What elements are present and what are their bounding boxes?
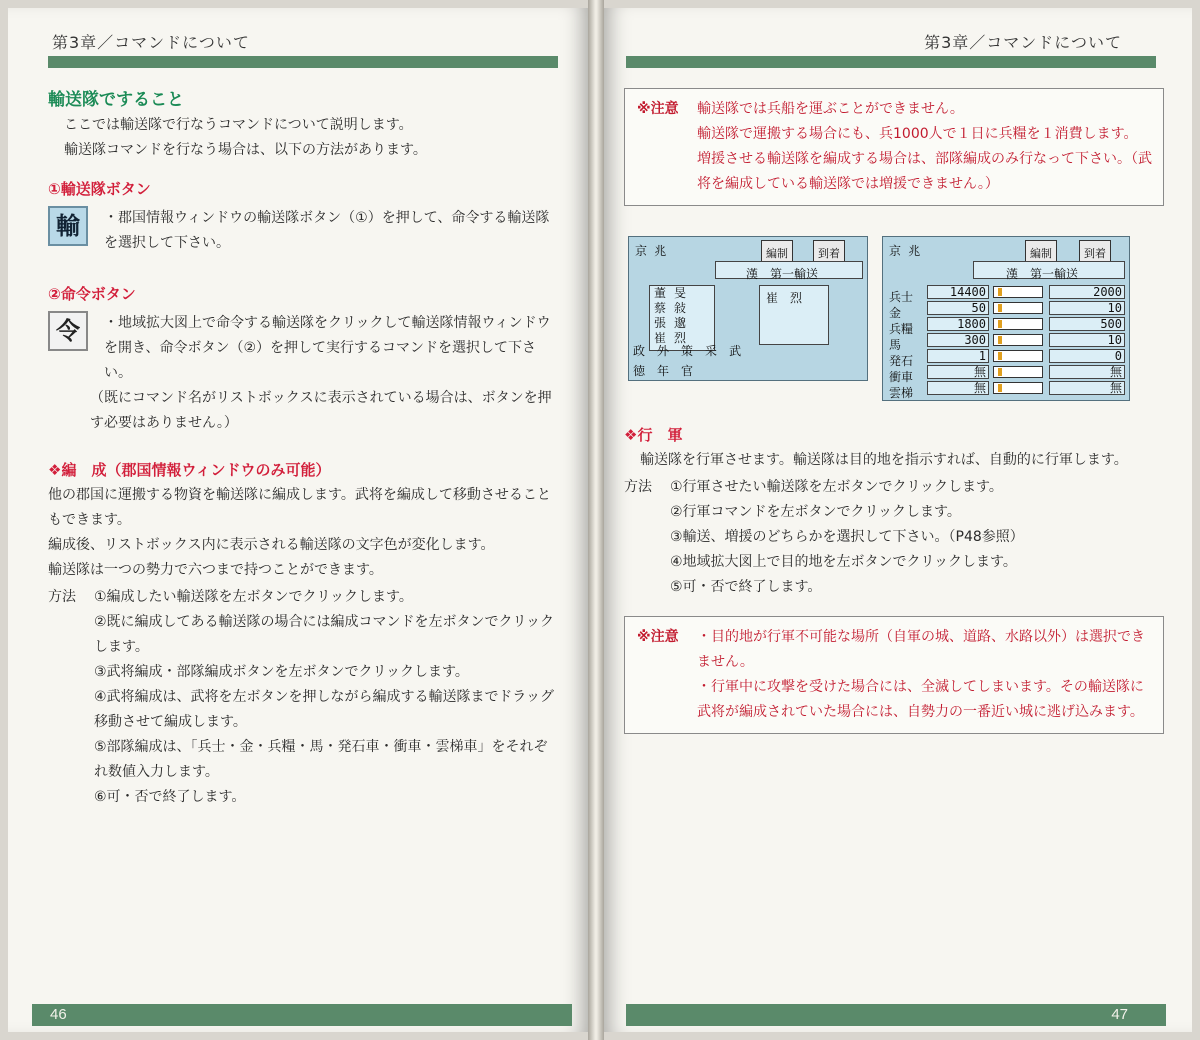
organize-step: ⑤部隊編成は、「兵士・金・兵糧・馬・発石車・衝車・雲梯車」をそれぞれ数値入力します。 bbox=[94, 739, 548, 780]
stat-label: 政 bbox=[633, 344, 646, 358]
general-name: 蔡 bbox=[654, 301, 667, 315]
page-number: 47 bbox=[1111, 1006, 1128, 1023]
resource-slider[interactable] bbox=[993, 350, 1043, 362]
command-button-note: （既にコマンド名がリストボックスに表示されている場合は、ボタンを押す必要はありません。） bbox=[90, 390, 552, 431]
header-band bbox=[626, 56, 1156, 68]
unit-name: 漢 第一輸送 bbox=[973, 261, 1125, 279]
screenshots bbox=[628, 236, 1164, 401]
resource-label: 兵士 bbox=[889, 290, 914, 304]
resource-assigned[interactable]: 無 bbox=[1049, 365, 1125, 379]
resource-assigned[interactable]: 10 bbox=[1049, 333, 1125, 347]
resource-available: 50 bbox=[927, 301, 989, 315]
organize-para-1: 他の郡国に運搬する物資を輸送隊に編成します。武将を編成して移動させることもできます。 bbox=[48, 487, 551, 528]
region-name: 京 兆 bbox=[889, 244, 921, 258]
resource-slider[interactable] bbox=[993, 286, 1043, 298]
resource-label: 発石 bbox=[889, 354, 914, 368]
resource-assigned[interactable]: 2000 bbox=[1049, 285, 1125, 299]
region-name: 京 兆 bbox=[635, 244, 667, 258]
general-name: 烈 bbox=[674, 331, 687, 345]
resource-slider[interactable] bbox=[993, 334, 1043, 346]
caution-box-2 bbox=[624, 616, 1164, 734]
page-number: 46 bbox=[50, 1006, 67, 1023]
page-left bbox=[8, 8, 588, 1032]
organize-steps bbox=[94, 585, 558, 810]
march-heading: ❖行 軍 bbox=[624, 426, 683, 444]
organize-heading: ❖編 成（郡国情報ウィンドウのみ可能） bbox=[48, 461, 331, 479]
assigned-general: 崔 烈 bbox=[759, 285, 829, 345]
page-right bbox=[604, 8, 1192, 1032]
general-name: 邈 bbox=[674, 316, 687, 330]
method-label: 方法 bbox=[48, 589, 76, 605]
caution-line: 輸送隊では兵船を運ぶことができません。 bbox=[697, 101, 964, 117]
stat-label: 徳 bbox=[633, 364, 646, 378]
resource-assigned[interactable]: 500 bbox=[1049, 317, 1125, 331]
resource-slider[interactable] bbox=[993, 366, 1043, 378]
resource-available: 無 bbox=[927, 381, 989, 395]
caution-label: ※注意 bbox=[637, 629, 679, 645]
resource-slider[interactable] bbox=[993, 382, 1043, 394]
march-step: ④地域拡大図上で目的地を左ボタンでクリックします。 bbox=[670, 554, 1017, 570]
book-gutter bbox=[588, 0, 604, 1040]
footer-band bbox=[626, 1004, 1166, 1026]
organize-step: ②既に編成してある輸送隊の場合には編成コマンドを左ボタンでクリックします。 bbox=[94, 614, 554, 655]
footer-band bbox=[32, 1004, 572, 1026]
march-step: ⑤可・否で終了します。 bbox=[670, 579, 822, 595]
stat-label: 策 bbox=[681, 344, 694, 358]
header-band bbox=[48, 56, 558, 68]
transport-button-text: ・郡国情報ウィンドウの輸送隊ボタン（①）を押して、命令する輸送隊を選択して下さい。 bbox=[104, 210, 550, 251]
transport-icon: 輸 bbox=[48, 206, 88, 246]
organize-step: ④武将編成は、武将を左ボタンを押しながら編成する輸送隊までドラッグ移動させて編成します。 bbox=[94, 689, 554, 730]
command-button-text: ・地域拡大図上で命令する輸送隊をクリックして輸送隊情報ウィンドウを開き、命令ボタン（②）を押して実行するコマンドを選択して下さい。 bbox=[104, 315, 551, 381]
organize-tab: 編制 bbox=[1025, 240, 1057, 267]
organize-para-3: 輸送隊は一つの勢力で六つまで持つことができます。 bbox=[48, 562, 383, 578]
resource-available: 1800 bbox=[927, 317, 989, 331]
march-step: ①行軍させたい輸送隊を左ボタンでクリックします。 bbox=[670, 479, 1003, 495]
march-step: ②行軍コマンドを左ボタンでクリックします。 bbox=[670, 504, 961, 520]
right-content bbox=[624, 88, 1164, 734]
caution-line: 増援させる輸送隊を編成する場合は、部隊編成のみ行なって下さい。（武将を編成している輸送隊では増援できません。） bbox=[697, 151, 1152, 192]
resource-label: 兵糧 bbox=[889, 322, 914, 336]
command-icon: 令 bbox=[48, 311, 88, 351]
march-steps bbox=[670, 475, 1164, 600]
organize-step: ①編成したい輸送隊を左ボタンでクリックします。 bbox=[94, 589, 413, 605]
resource-available: 無 bbox=[927, 365, 989, 379]
general-name: 敍 bbox=[674, 301, 687, 315]
command-button-heading: ②命令ボタン bbox=[48, 285, 136, 303]
stat-label: 采 bbox=[705, 344, 718, 358]
march-para: 輸送隊を行軍させます。輸送隊は目的地を指示すれば、自動的に行軍します。 bbox=[640, 452, 1128, 468]
intro-line-2: 輸送隊コマンドを行なう場合は、以下の方法があります。 bbox=[64, 142, 427, 158]
general-name: 崔 bbox=[654, 331, 667, 345]
stat-label: 外 bbox=[657, 344, 670, 358]
resource-available: 1 bbox=[927, 349, 989, 363]
general-name: 張 bbox=[654, 316, 667, 330]
resource-assigned[interactable]: 0 bbox=[1049, 349, 1125, 363]
stat-label: 官 bbox=[681, 364, 694, 378]
arrive-tab: 到着 bbox=[1079, 240, 1111, 267]
organize-tab: 編制 bbox=[761, 240, 793, 267]
resource-available: 300 bbox=[927, 333, 989, 347]
stat-label: 武 bbox=[729, 344, 742, 358]
left-content bbox=[48, 78, 558, 810]
resource-label: 馬 bbox=[889, 338, 902, 352]
running-head: 第3章／コマンドについて bbox=[52, 33, 250, 52]
general-name: 董 bbox=[654, 286, 667, 300]
organize-para-2: 編成後、リストボックス内に表示される輸送隊の文字色が変化します。 bbox=[48, 537, 495, 553]
caution-line: 輸送隊で運搬する場合にも、兵1000人で１日に兵糧を１消費します。 bbox=[697, 126, 1138, 142]
arrive-tab: 到着 bbox=[813, 240, 845, 267]
caution-line: ・目的地が行軍不可能な場所（自軍の城、道路、水路以外）は選択できません。 bbox=[697, 629, 1145, 670]
resource-assigned[interactable]: 無 bbox=[1049, 381, 1125, 395]
march-step: ③輸送、増援のどちらかを選択して下さい。（P48参照） bbox=[670, 529, 1024, 545]
caution-line: ・行軍中に攻撃を受けた場合には、全滅してしまいます。その輸送隊に武将が編成されていた場合には、自勢力の一番近い城に逃げ込みます。 bbox=[697, 679, 1144, 720]
resource-label: 金 bbox=[889, 306, 902, 320]
unit-name: 漢 第一輸送 bbox=[715, 261, 863, 279]
running-head: 第3章／コマンドについて bbox=[924, 33, 1122, 52]
screenshot-general-organize bbox=[628, 236, 868, 381]
resource-available: 14400 bbox=[927, 285, 989, 299]
resource-slider[interactable] bbox=[993, 302, 1043, 314]
resource-label: 雲梯 bbox=[889, 386, 914, 400]
resource-label: 衝車 bbox=[889, 370, 914, 384]
method-label: 方法 bbox=[624, 479, 652, 495]
resource-slider[interactable] bbox=[993, 318, 1043, 330]
screenshot-unit-organize bbox=[882, 236, 1130, 401]
resource-assigned[interactable]: 10 bbox=[1049, 301, 1125, 315]
stat-label: 年 bbox=[657, 364, 670, 378]
caution-box bbox=[624, 88, 1164, 206]
caution-label: ※注意 bbox=[637, 101, 679, 117]
general-name: 旻 bbox=[674, 286, 687, 300]
transport-button-heading: ①輸送隊ボタン bbox=[48, 180, 151, 198]
organize-step: ③武将編成・部隊編成ボタンを左ボタンでクリックします。 bbox=[94, 664, 469, 680]
organize-step: ⑥可・否で終了します。 bbox=[94, 789, 246, 805]
intro-line-1: ここでは輸送隊で行なうコマンドについて説明します。 bbox=[64, 117, 413, 133]
section-title: 輸送隊ですること bbox=[48, 90, 184, 110]
